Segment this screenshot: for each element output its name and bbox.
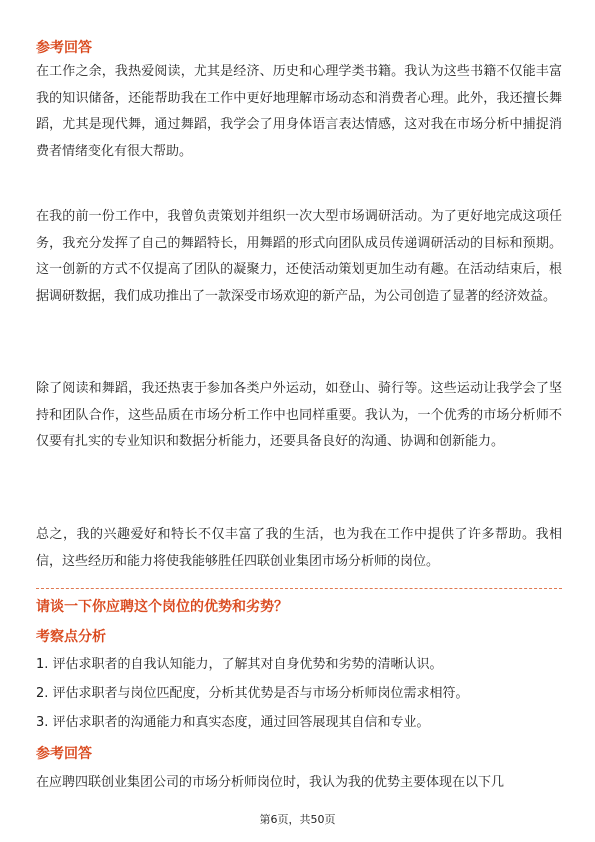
answer-paragraph-2: 在我的前一份工作中，我曾负责策划并组织一次大型市场调研活动。为了更好地完成这项任务，我充分发挥了自己的舞蹈特长，用舞蹈的形式向团队成员传递调研活动的目标和预期。这一创新的方式不仅提高了团队的凝聚力，还使活动策划更加生动有趣。在活动结束后，根据调研数据，我们成功推出了一款深受市场欢迎的新产品，为公司创造了显著的经济效益。 [36, 209, 562, 304]
answer-paragraph-start: 在应聘四联创业集团公司的市场分析师岗位时，我认为我的优势主要体现在以下几 [36, 775, 505, 790]
analysis-point-1: 1. 评估求职者的自我认知能力，了解其对自身优势和劣势的清晰认识。 [36, 657, 443, 672]
answer-heading-2: 参考回答 [36, 746, 92, 762]
analysis-point-3: 3. 评估求职者的沟通能力和真实态度，通过回答展现其自信和专业。 [36, 715, 430, 730]
section-divider [36, 588, 562, 589]
answer-paragraph-4: 总之，我的兴趣爱好和特长不仅丰富了我的生活，也为我在工作中提供了许多帮助。我相信，这些经历和能力将使我能够胜任四联创业集团市场分析师的岗位。 [36, 527, 562, 569]
answer-paragraph-1: 在工作之余，我热爱阅读，尤其是经济、历史和心理学类书籍。我认为这些书籍不仅能丰富我的知识储备，还能帮助我在工作中更好地理解市场动态和消费者心理。此外，我还擅长舞蹈，尤其是现代舞，通过舞蹈，我学会了用身体语言表达情感，这对我在市场分析中捕捉消费者情绪变化有很大帮助。 [36, 64, 562, 159]
answer-heading: 参考回答 [36, 40, 92, 56]
analysis-heading: 考察点分析 [36, 629, 106, 645]
analysis-point-2: 2. 评估求职者与岗位匹配度，分析其优势是否与市场分析师岗位需求相符。 [36, 686, 469, 701]
answer-paragraph-3: 除了阅读和舞蹈，我还热衷于参加各类户外运动，如登山、骑行等。这些运动让我学会了坚持和团队合作，这些品质在市场分析工作中也同样重要。我认为，一个优秀的市场分析师不仅要有扎实的专业知识和数据分析能力，还要具备良好的沟通、协调和创新能力。 [36, 381, 562, 449]
page-footer: 第6页，共50页 [259, 813, 336, 826]
question-heading: 请谈一下你应聘这个岗位的优势和劣势？ [36, 599, 288, 615]
